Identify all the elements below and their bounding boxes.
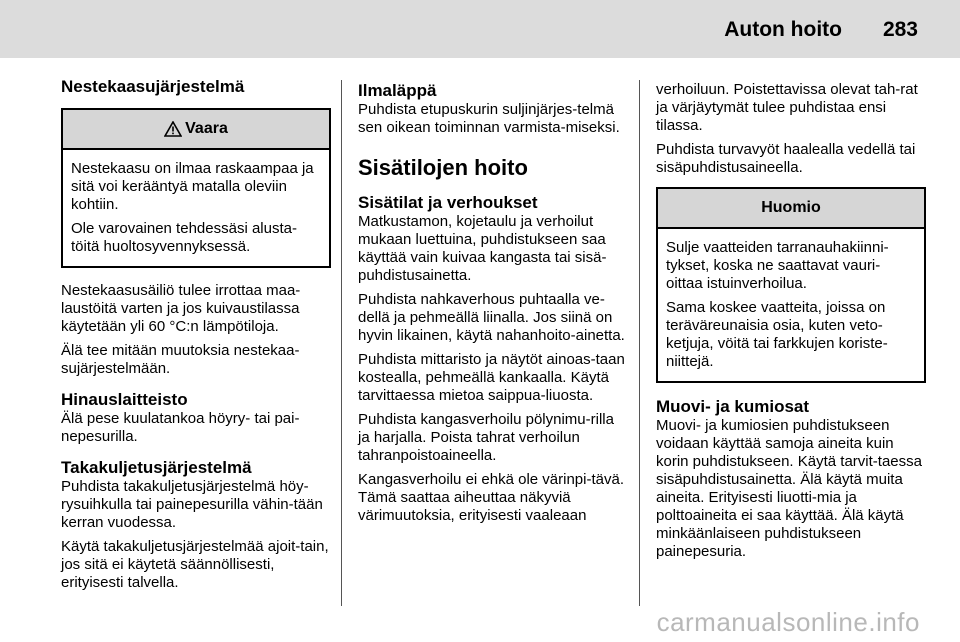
body-paragraph: Matkustamon, kojetaulu ja verhoilut mukaan luettuina, puhdistukseen saa käyttää vain kuivaa kangasta tai sisä-puhdistusainetta. [358, 213, 607, 284]
warning-text: Ole varovainen tehdessäsi alusta-töitä huoltosyvennyksessä. [71, 220, 297, 255]
warning-triangle-icon [164, 121, 182, 137]
note-text: Sama koskee vaatteita, joissa on teräväreunaisia osia, kuten veto-ketjuja, vöitä tai farkkujen koriste-niittejä. [666, 299, 888, 370]
warning-label: Vaara [185, 120, 228, 137]
column-divider [639, 80, 640, 606]
body-paragraph: Nestekaasusäiliö tulee irrottaa maa-laustöitä varten ja jos kuivaustilassa käytetään yli 60 °C:n lämpötiloja. [61, 282, 301, 335]
section-title: Nestekaasujärjestelmä [61, 77, 245, 96]
subheading-bike-rack: Takakuljetusjärjestelmä [61, 458, 252, 477]
header-bar [0, 0, 960, 58]
note-box-body [658, 229, 924, 381]
section-heading-interior: Sisätilojen hoito [358, 155, 528, 180]
warning-text: Nestekaasu on ilmaa raskaampaa ja sitä voi kerääntyä matalla oleviin kohtiin. [71, 160, 314, 213]
body-paragraph: Puhdista kangasverhoilu pölynimu-rilla ja harjalla. Poista tahrat verhoilun tahranpoistoaineella. [358, 411, 614, 464]
column-1 [61, 78, 331, 598]
subheading-plastic: Muovi- ja kumiosat [656, 397, 810, 416]
subheading-interior: Sisätilat ja verhoukset [358, 193, 538, 212]
body-paragraph: Puhdista takakuljetusjärjestelmä höy-rysuihkulla tai painepesurilla vähin-tään kerran vuodessa. [61, 478, 323, 531]
body-paragraph: Puhdista nahkaverhous puhtaalla ve-dellä ja pehmeällä liinalla. Jos siinä on hyvin likainen, käytä nahanhoito-ainetta. [358, 291, 625, 344]
body-paragraph: verhoiluun. Poistettavissa olevat tah-rat ja värjäytymät tulee puhdistaa ensi tilassa. [656, 81, 918, 134]
body-paragraph: Puhdista etupuskurin suljinjärjes-telmä sen oikean toiminnan varmista-miseksi. [358, 101, 620, 136]
column-2 [358, 81, 626, 531]
warning-box [61, 108, 331, 268]
note-label: Huomio [761, 199, 821, 216]
body-paragraph: Kangasverhoilu ei ehkä ole värinpi-tävä. Tämä saattaa aiheuttaa näkyviä värimuutoksia, erityisesti vaaleaan [358, 471, 624, 524]
chapter-title: Auton hoito [724, 18, 842, 41]
column-divider [341, 80, 342, 606]
body-paragraph: Puhdista turvavyöt haalealla vedellä tai sisäpuhdistusaineella. [656, 141, 916, 176]
body-paragraph: Muovi- ja kumiosien puhdistukseen voidaan käyttää samoja aineita kuin korin puhdistukseen. Käytä tarvit-taessa sisäpuhdistusainetta. Älä käytä muita aineita. Erityisesti liuotti-mia ja polttoaineita ei saa käyttää. Älä käytä minkäänlaiseen puhdistukseen painepesuria. [656, 417, 922, 560]
note-text: Sulje vaatteiden tarranauhakiinni-tykset, koska ne saattavat vauri-oittaa istuinverhoilua. [666, 239, 889, 292]
column-3 [656, 81, 926, 567]
subheading-air-intake: Ilmaläppä [358, 81, 437, 100]
warning-box-header [63, 110, 329, 150]
body-paragraph: Puhdista mittaristo ja näytöt ainoas-taan kostealla, pehmeällä kankaalla. Käytä tarvittaessa mietoa saippua-liuosta. [358, 351, 625, 404]
note-box [656, 187, 926, 383]
body-paragraph: Älä pese kuulatankoa höyry- tai pai-nepesurilla. [61, 410, 300, 445]
body-paragraph: Käytä takakuljetusjärjestelmää ajoit-tain, jos sitä ei käytetä säännöllisesti, erityisesti talvella. [61, 538, 329, 591]
warning-box-body [63, 150, 329, 266]
subheading-towing: Hinauslaitteisto [61, 390, 188, 409]
note-box-header [658, 189, 924, 229]
watermark: carmanualsonline.info [656, 607, 920, 637]
body-paragraph: Älä tee mitään muutoksia nestekaa-sujärjestelmään. [61, 342, 300, 377]
page-number: 283 [882, 18, 918, 41]
